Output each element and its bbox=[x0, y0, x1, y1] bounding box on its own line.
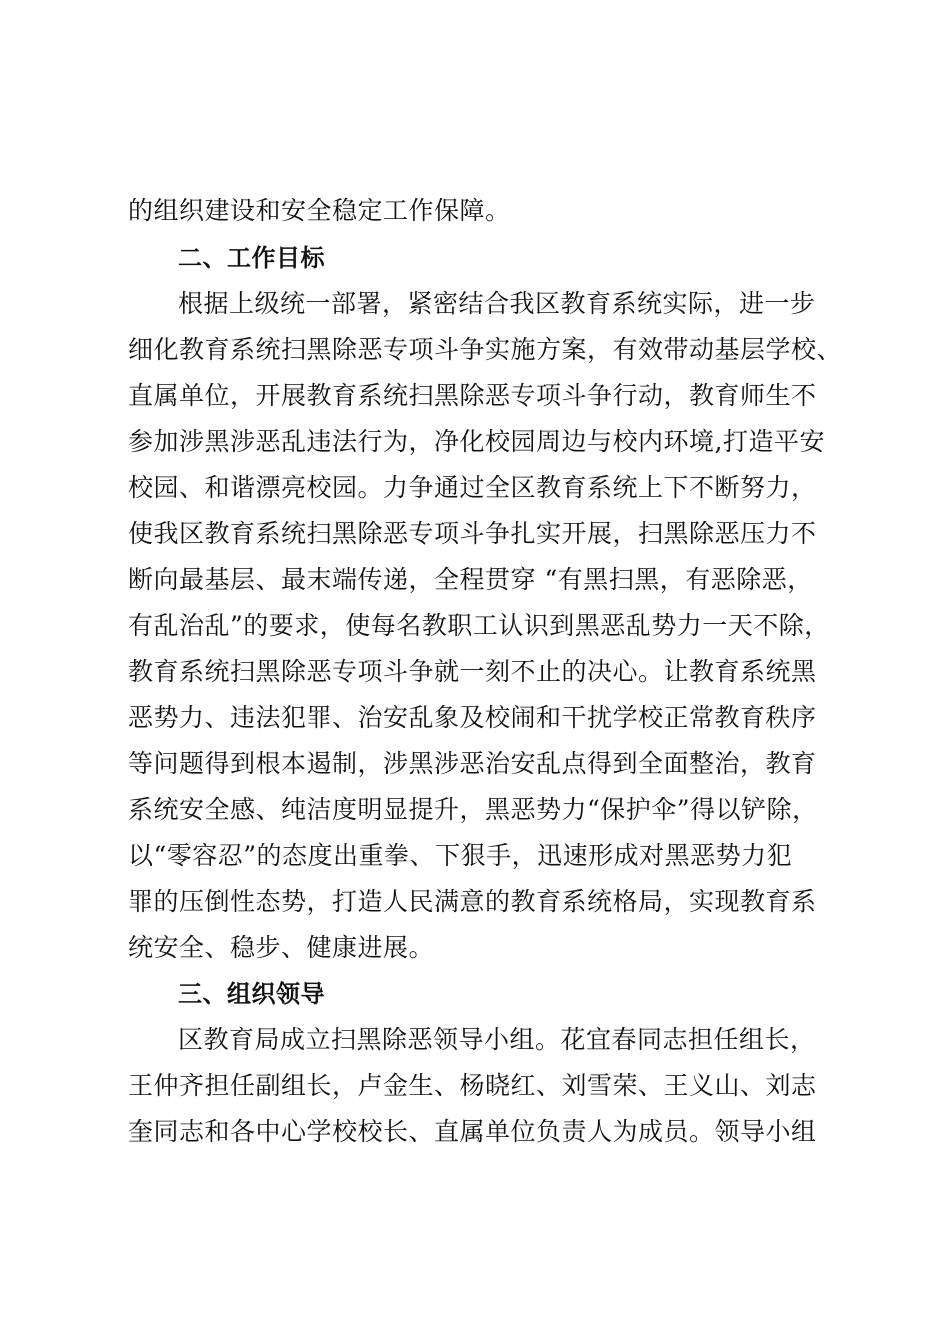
paragraph-line: 直属单位，开展教育系统扫黑除恶专项斗争行动，教育师生不 bbox=[128, 381, 817, 410]
paragraph-line: 奎同志和各中心学校校长、直属单位负责人为成员。领导小组 bbox=[128, 1117, 817, 1146]
paragraph-line: 细化教育系统扫黑除恶专项斗争实施方案，有效带动基层学校、 bbox=[128, 335, 843, 364]
paragraph-line: 以“零容忍”的态度出重拳、下狠手，迅速形成对黑恶势力犯 bbox=[128, 841, 793, 870]
paragraph-line: 断向最基层、最末端传递，全程贯穿 “有黑扫黑，有恶除恶， bbox=[128, 565, 813, 594]
paragraph-line: 有乱治乱”的要求，使每名教职工认识到黑恶乱势力一天不除， bbox=[128, 611, 830, 640]
paragraph-line: 根据上级统一部署，紧密结合我区教育系统实际，进一步 bbox=[178, 289, 816, 318]
paragraph-line: 恶势力、违法犯罪、治安乱象及校闹和干扰学校正常教育秩序 bbox=[128, 703, 817, 732]
paragraph-line: 系统安全感、纯洁度明显提升，黑恶势力“保护伞”得以铲除， bbox=[128, 795, 818, 824]
paragraph-line: 使我区教育系统扫黑除恶专项斗争扎实开展，扫黑除恶压力不 bbox=[128, 519, 817, 548]
paragraph-line: 参加涉黑涉恶乱违法行为，净化校园周边与校内环境,打造平安 bbox=[128, 427, 825, 456]
section-heading-goals: 二、工作目标 bbox=[178, 244, 325, 272]
paragraph-line: 罪的压倒性态势，打造人民满意的教育系统格局，实现教育系 bbox=[128, 887, 817, 916]
paragraph-line: 区教育局成立扫黑除恶领导小组。花宜春同志担任组长， bbox=[178, 1025, 816, 1054]
paragraph-line: 的组织建设和安全稳定工作保障。 bbox=[128, 196, 511, 225]
paragraph-line: 校园、和谐漂亮校园。力争通过全区教育系统上下不断努力， bbox=[128, 473, 817, 502]
paragraph-line: 等问题得到根本遏制，涉黑涉恶治安乱点得到全面整治，教育 bbox=[128, 749, 817, 778]
paragraph-line: 教育系统扫黑除恶专项斗争就一刻不止的决心。让教育系统黑 bbox=[128, 657, 817, 686]
paragraph-line: 王仲齐担任副组长，卢金生、杨晓红、刘雪荣、王义山、刘志 bbox=[128, 1071, 817, 1100]
section-heading-leadership: 三、组织领导 bbox=[178, 980, 325, 1008]
paragraph-line: 统安全、稳步、健康进展。 bbox=[128, 933, 435, 962]
